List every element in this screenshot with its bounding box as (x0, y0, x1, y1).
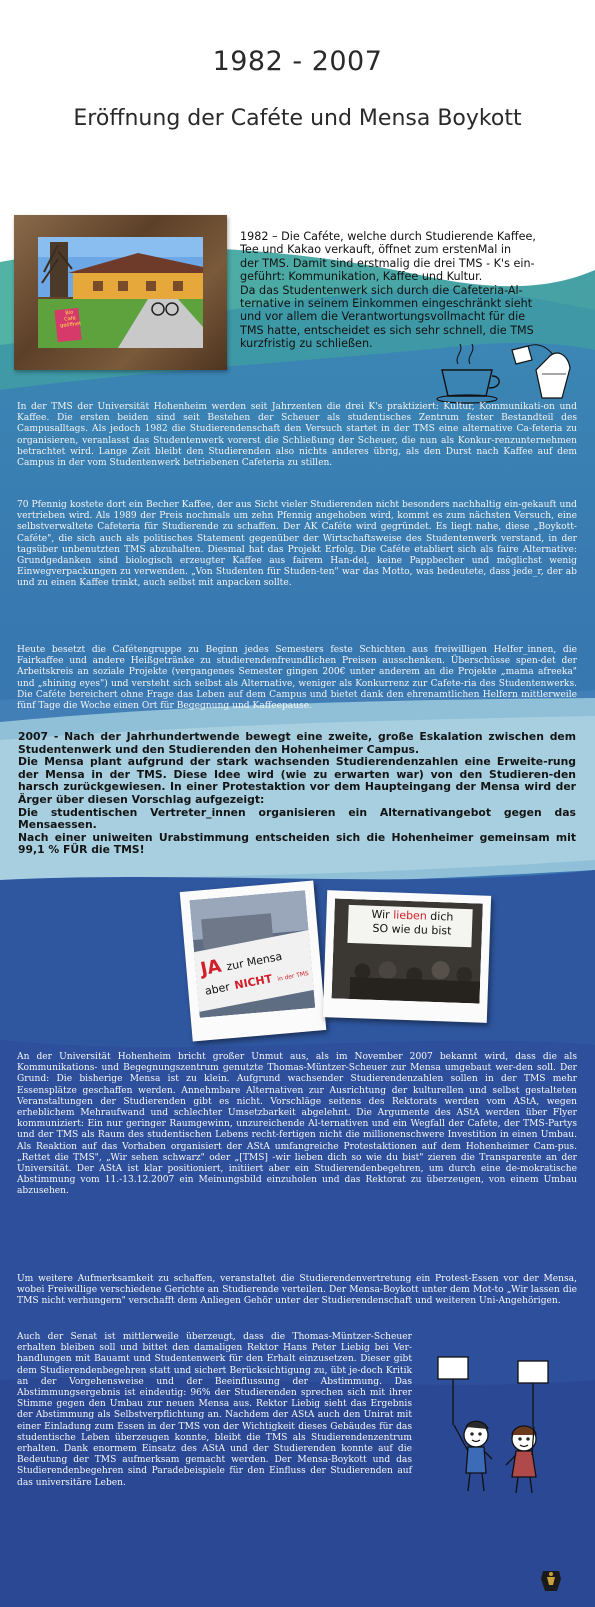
building-illustration (38, 237, 203, 348)
banner-word: SO wie du bist (372, 921, 452, 938)
escalation-text: Nach einer uniweiten Urabstimmung entscheiden sich die Hohenheimer gemeinsam mit 99,1 % FÜR die TMS! (18, 830, 576, 857)
intro-line: kurzfristig zu schließen. (240, 337, 373, 351)
escalation-text: 2007 - Nach der Jahrhundertwende bewegt eine zweite, große Eskalation zwischen dem Studentenwerk und den Studierenden den Hohenheimer Campus. (18, 730, 576, 756)
escalation-text: Die Mensa plant aufgrund der stark wachsenden Studierendenzahlen eine Erweite-rung der Mensa in der TMS. Diese Idee wird (wie zu erwarten war) von den Studieren-den harsch zurückgewiesen. In einer Protestaktion vor dem Haupteingang der Mensa wird der Ärger über diesen Vorschlag aufgezeigt: (18, 755, 576, 806)
polaroid-protest-banner (180, 880, 327, 1041)
banner-word: JA (198, 955, 224, 981)
sign-text (54, 308, 86, 329)
escalation-text: Die studentischen Vertreter_innen organisieren ein Alternativangebot gegen das Mensaessen. (18, 805, 576, 832)
paragraph-mensa-plan (17, 1052, 577, 1198)
banner-text-2 (352, 907, 473, 939)
paragraph-kaffee-history (17, 402, 577, 469)
paragraph-text: Um weitere Aufmerksamkeit zu schaffen, veranstaltet die Studierendenvertretung ein Protest-Essen vor der Mensa, wobei Freiwillige verschiedene Gerichte an Studierende verteilen. Der Mensa-Boykott unter dem Mot-to „Wir lassen die TMS nicht verhungern" verschafft dem Anliegen Gehör unter der Studierendenschaft und weiteren Uni-Angehörigen. (17, 1274, 577, 1307)
banner-word: lieben (392, 908, 428, 923)
intro-line: Da das Studentenwerk sich durch die Cafeteria-Al- (240, 283, 523, 297)
banner-word: Wir (371, 907, 390, 922)
paragraph-cafete-today (17, 645, 577, 712)
tea-bag-icon (512, 346, 532, 364)
protest-photo-2 (331, 898, 482, 1003)
paragraph-text: Heute besetzt die Cafétengruppe zu Beginn jedes Semesters feste Schichten aus freiwilligen Helfer_innen, die Fairkaffee und andere Heißgetränke zu studierendenfreundlichen Preisen ausschenken. Überschüsse spen-det der Arbeitskreis an soziale Projekte (vergangenes Semester gingen 200€ unter anderem an die Projekte „mama afreeka" und „shining eyes") und versteht sich selbst als Alternative, weniger als Konkurrenz zur Cafete-ria des Studentenwerks. Die Caféte bereichert ohne Frage das Leben auf dem Campus und bietet dank den ehrenamtlichen Helfern mittlerweile fünf Tage die Woche einen Ort für Begegnung und Kaffeepause. (17, 645, 577, 712)
paragraph-boykott-cafete (17, 500, 577, 590)
banner-word: in der TMS (276, 969, 310, 983)
banner-word: zur Mensa (225, 949, 284, 974)
intro-line: 1982 – Die Caféte, welche durch Studierende Kaffee, (240, 230, 536, 243)
paragraph-text: In der TMS der Universität Hohenheim werden seit Jahrzenten die drei K's praktiziert: Kultur, Kommunikati-on und Kaffee. Die ersten beiden sind seit Bestehen der Scheuer als studentisches Zentrum fester Bestandteil des Campusalltags. Als jedoch 1982 die Studierendenschaft den Versuch startet in der TMS eine alternative Ca-feteria zu organisieren, veranlasst das Studentenwerk vorerst die Schließung der Scheuer, die nun als Konkur-renzunternehmen betrachtet wird. Lange Zeit bleibt den Studierenden also nichts anderes übrig, als den Durst nach Kaffee auf dem Campus in der vom Studentenwerk betriebenen Cafeteria zu stillen. (17, 402, 577, 469)
intro-text (240, 230, 580, 351)
sign-line-2: Café (64, 315, 76, 323)
polaroid-crowd-banner (323, 890, 491, 1023)
intro-line: und vor allem die Verantwortungsvollmacht für die (240, 310, 526, 324)
sign-line-1: Bio (65, 309, 74, 317)
page-years: 1982 - 2007 (212, 46, 383, 77)
intro-line: der TMS. Damit sind erstmalig die drei TMS - K's ein- (240, 256, 535, 270)
intro-line: geführt: Kommunikation, Kaffee und Kultur. (240, 270, 483, 284)
intro-line: Tee und Kakao verkauft, öffnet zum erstenMal in (240, 243, 512, 257)
protest-photo-1 (189, 890, 315, 1018)
intro-line: ternative in seinem Einkommen eingeschränkt sieht (240, 297, 533, 311)
paragraph-senat-result (17, 1332, 412, 1489)
coffee-cup-icon (430, 338, 580, 408)
protesters-icon (432, 1355, 562, 1495)
paragraph-text: An der Universität Hohenheim bricht großer Unmut aus, als im November 2007 bekannt wird, dass die als Kommunikations- und Begegnungszentrum genutzte Thomas-Müntzer-Scheuer zur Mensa umgebaut wer-den soll. Der Grund: Die bisherige Mensa ist zu klein. Aufgrund wachsender Studierendenzahlen sollen in der TMS mehr Essensplätze geschaffen werden. Annehmbare Alternativen zur Ausrichtung der kulturellen und selbst gestalteten Veranstaltungen der Studierenden gibt es nicht. Vorschläge seitens des Rektorats werden vom AStA, wegen erheblichem Mehraufwand und schlechter Umsetzbarkeit abgelehnt. Die Argumente des AStA werden über Flyer kommuniziert: Ein nur geringer Raumgewinn, unzureichende Al-ternativen und ein Wegfall der Cafete, der TMS-Partys und der TMS als Raum des studentischen Lebens recht-fertigen nicht die millionenschwere Investition in einen Umbau. Als Reaktion auf das Vorhaben organisiert der AStA umfangreiche Protestaktionen auf dem Hohenheimer Cam-pus. „Rettet die TMS", „Wir sehen schwarz" oder „[TMS] -wir lieben dich so wie du bist" zieren die Transparente an der Universität. Der AStA ist klar positioniert, initiiert aber ein Studierendenbegehren, um durch eine de-mokratische Abstimmung vom 11.-13.12.2007 ein Meinungsbild einzuholen und das Rektorat zu überzeugen, von einem Umbau abzusehen. (17, 1052, 577, 1197)
intro-line: TMS hatte, entscheidet es sich sehr schnell, die TMS (240, 323, 534, 337)
escalation-2007 (18, 731, 576, 857)
banner-word: NICHT (233, 972, 274, 993)
sign-line-3: geöffnet (59, 320, 82, 330)
paragraph-protest-essen (17, 1274, 577, 1308)
framed-photo-building (14, 215, 227, 370)
paragraph-text: 70 Pfennig kostete dort ein Becher Kaffee, der aus Sicht vieler Studierenden nicht besonders nachhaltig ein-gekauft und vertrieben wird. Als 1989 der Preis nochmals um zehn Pfennig angehoben wird, kommt es zum nächsten Versuch, eine selbstverwaltete Cafeteria für Studierende zu schaffen. Der AK Caféte wird gegründet. Es liegt nahe, diese „Boykott-Caféte", die sich auch als politisches Statement gegenüber der Wirtschaftsweise des Studentenwerk verstand, in der tagsüber unbenutzten TMS abzuhalten. Diesmal hat das Projekt Erfolg. Die Caféte etabliert sich als faire Alternative: Grundgedanken sind biologisch erzeugter Kaffee aus fairem Han-del, keine Pappbecher und möglichst wenig Einwegverpackungen zu verwenden. „Von Studenten für Studen-ten" war das Motto, was bedeutete, dass jede_r, der ab und zu einen Kaffee trinkt, auch selbst mit anpacken sollte. (17, 500, 577, 589)
banner-word: dich (430, 909, 454, 924)
banner-word: aber (203, 980, 231, 998)
asta-logo-icon (539, 1567, 563, 1595)
page-title: Eröffnung der Caféte und Mensa Boykott (73, 106, 522, 131)
paragraph-text: Auch der Senat ist mittlerweile überzeugt, dass die Thomas-Müntzer-Scheuer erhalten bleiben soll und bittet den damaligen Rektor Hans Peter Liebig bei Ver-handlungen mit Bauamt und Studentenwerk für den Erhalt einzusetzen. Dieser gibt dem Studierendenbegehren statt und sichert Berücksichtigung zu, übt je-doch Kritik an der Vorgehensweise und der Beeinflussung der Abstimmung. Das Abstimmungsergebnis ist eindeutig: 96% der Studierenden sprechen sich mit ihrer Stimme gegen den Umbau zur neuen Mensa aus. Rektor Liebig sieht das Ergebnis der Abstimmung als Selbstverpflichtung an. Nachdem der AStA auch den Unirat mit einer Einladung zum Essen in der TMS von der Wichtigkeit dieses Gebäudes für das studentische Leben überzeugen konnte, bleibt die TMS als Studierendenzentrum erhalten. Dank enormem Einsatz des AStA und der Studierenden konnte auf die Bedeutung der TMS aufmerksam gemacht werden. Der Mensa-Boykott und das Studierendenbegehren sind Paradebeispiele für den Einfluss der Studierenden auf das universitäre Leben. (17, 1332, 412, 1488)
